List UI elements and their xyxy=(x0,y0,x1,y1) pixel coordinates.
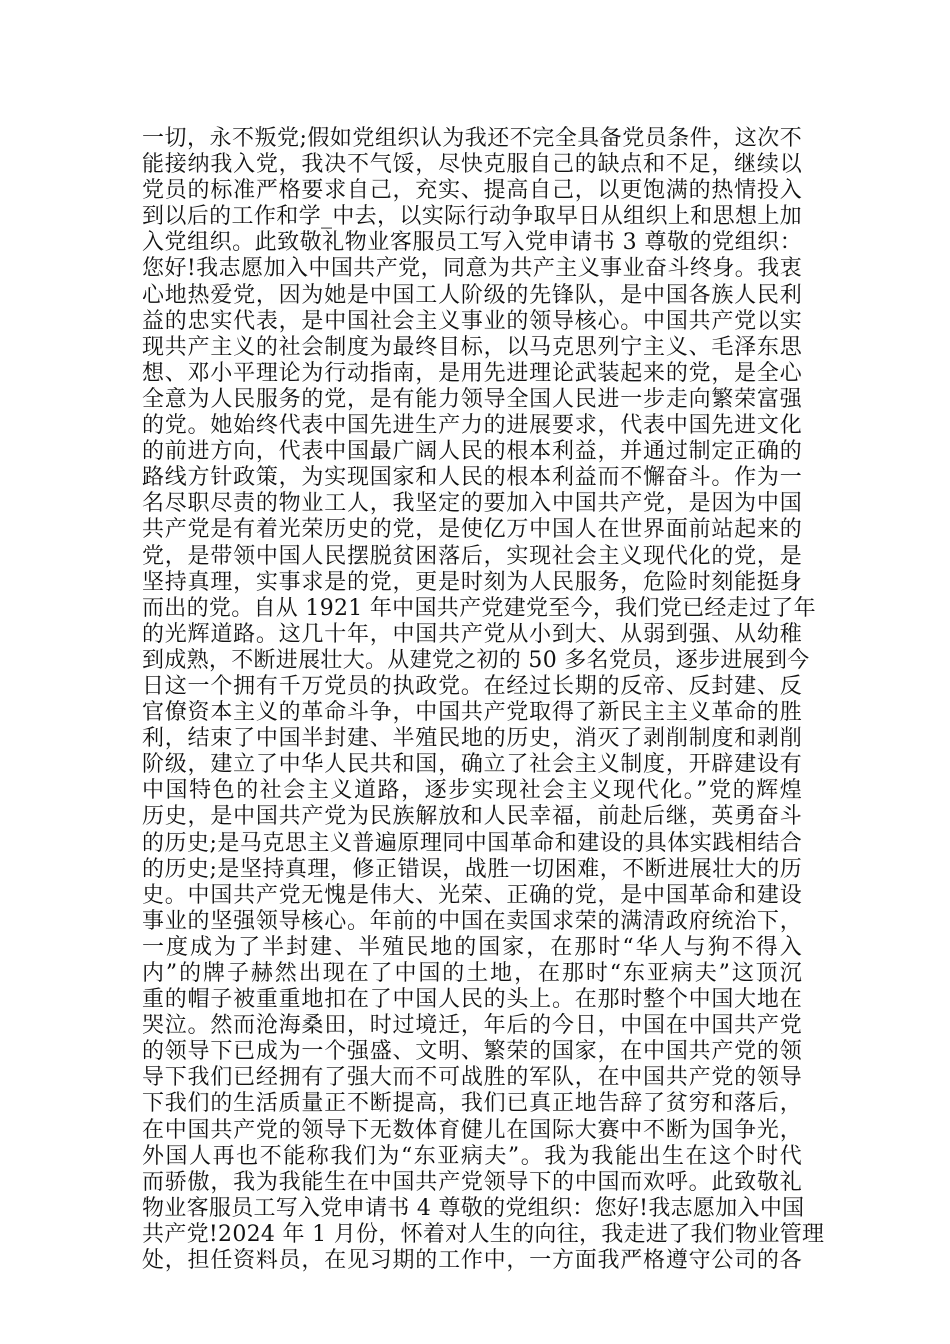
text-line: 想、邓小平理论为行动指南，是用先进理论武装起来的党，是全心 xyxy=(142,360,802,386)
text-line: 的光辉道路。这几十年，中国共产党从小到大、从弱到强、从幼稚 xyxy=(142,621,802,647)
text-line: 利，结束了中国半封建、半殖民地的历史，消灭了剥削制度和剥削 xyxy=(142,726,802,752)
text-line: 内”的牌子赫然出现在了中国的土地，在那时“东亚病夫”这顶沉 xyxy=(142,961,802,986)
text-line: 您好!我志愿加入中国共产党，同意为共产主义事业奋斗终身。我衷 xyxy=(142,256,802,282)
text-line: 外国人再也不能称我们为“东亚病夫”。我为我能出生在这个时代 xyxy=(142,1143,802,1169)
text-line: 坚持真理，实事求是的党，更是时刻为人民服务，危险时刻能挺身 xyxy=(142,569,802,595)
text-line: 的党。她始终代表中国先进生产力的进展要求，代表中国先进文化 xyxy=(142,413,802,439)
text-line: 共产党!2024 年 1 月份，怀着对人生的向往，我走进了我们物业管理 xyxy=(142,1221,825,1247)
text-line: 官僚资本主义的革命斗争，中国共产党取得了新民主主义革命的胜 xyxy=(142,700,802,726)
text-line: 路线方针政策，为实现国家和人民的根本利益而不懈奋斗。作为一 xyxy=(142,465,802,491)
text-line: 中国特色的社会主义道路，逐步实现社会主义现代化。”党的辉煌 xyxy=(142,778,802,804)
text-line: 一切，永不叛党;假如党组织认为我还不完全具备党员条件，这次不 xyxy=(142,126,802,151)
document-body xyxy=(142,126,825,1274)
text-line: 历史，是中国共产党为民族解放和人民幸福，前赴后继，英勇奋斗 xyxy=(142,804,802,830)
text-line: 导下我们已经拥有了强大而不可战胜的军队，在中国共产党的领导 xyxy=(142,1065,802,1091)
text-line: 而出的党。自从 1921 年中国共产党建党至今，我们党已经走过了年 xyxy=(142,595,816,621)
text-line: 史。中国共产党无愧是伟大、光荣、正确的党，是中国革命和建设 xyxy=(142,882,802,908)
text-line: 现共产主义的社会制度为最终目标，以马克思列宁主义、毛泽东思 xyxy=(142,334,802,360)
text-line: 在中国共产党的领导下无数体育健儿在国际大赛中不断为国争光， xyxy=(142,1117,802,1143)
text-line: 下我们的生活质量正不断提高，我们已真正地告辞了贫穷和落后， xyxy=(142,1091,802,1117)
text-line: 能接纳我入党，我决不气馁，尽快克服自己的缺点和不足，继续以 xyxy=(142,152,802,178)
text-line: 处，担任资料员，在见习期的工作中，一方面我严格遵守公司的各 xyxy=(142,1248,802,1274)
text-line: 的历史;是坚持真理，修正错误，战胜一切困难，不断进展壮大的历 xyxy=(142,856,802,882)
text-line: 到以后的工作和学_中去，以实际行动争取早日从组织上和思想上加 xyxy=(142,204,802,230)
text-line: 心地热爱党，因为她是中国工人阶级的先锋队，是中国各族人民利 xyxy=(142,282,802,308)
text-line: 党，是带领中国人民摆脱贫困落后，实现社会主义现代化的党，是 xyxy=(142,543,802,569)
text-line: 名尽职尽责的物业工人，我坚定的要加入中国共产党，是因为中国 xyxy=(142,491,802,517)
text-line: 一度成为了半封建、半殖民地的国家，在那时“华人与狗不得入 xyxy=(142,934,802,960)
text-line: 全意为人民服务的党，是有能力领导全国人民进一步走向繁荣富强 xyxy=(142,386,802,412)
text-line: 的前进方向，代表中国最广阔人民的根本利益，并通过制定正确的 xyxy=(142,439,802,465)
text-line: 共产党是有着光荣历史的党，是使亿万中国人在世界面前站起来的 xyxy=(142,517,802,543)
text-line: 物业客服员工写入党申请书 4 尊敬的党组织：您好!我志愿加入中国 xyxy=(142,1195,805,1221)
text-line: 的领导下已成为一个强盛、文明、繁荣的国家，在中国共产党的领 xyxy=(142,1039,802,1065)
text-line: 重的帽子被重重地扣在了中国人民的头上。在那时整个中国大地在 xyxy=(142,987,802,1013)
text-line: 而骄傲，我为我能生在中国共产党领导下的中国而欢呼。此致敬礼 xyxy=(142,1169,802,1195)
text-line: 到成熟，不断进展壮大。从建党之初的 50 多名党员，逐步进展到今 xyxy=(142,647,810,673)
text-line: 阶级，建立了中华人民共和国，确立了社会主义制度，开辟建设有 xyxy=(142,752,802,778)
text-line: 入党组织。此致敬礼物业客服员工写入党申请书 3 尊敬的党组织： xyxy=(142,230,802,256)
text-line: 的历史;是马克思主义普遍原理同中国革命和建设的具体实践相结合 xyxy=(142,830,802,856)
text-line: 事业的坚强领导核心。年前的中国在卖国求荣的满清政府统治下， xyxy=(142,908,802,934)
text-line: 哭泣。然而沧海桑田，时过境迁，年后的今日，中国在中国共产党 xyxy=(142,1013,802,1039)
text-line: 日这一个拥有千万党员的执政党。在经过长期的反帝、反封建、反 xyxy=(142,673,802,699)
text-line: 益的忠实代表，是中国社会主义事业的领导核心。中国共产党以实 xyxy=(142,308,802,334)
text-line: 党员的标准严格要求自己，充实、提高自己，以更饱满的热情投入 xyxy=(142,178,802,204)
